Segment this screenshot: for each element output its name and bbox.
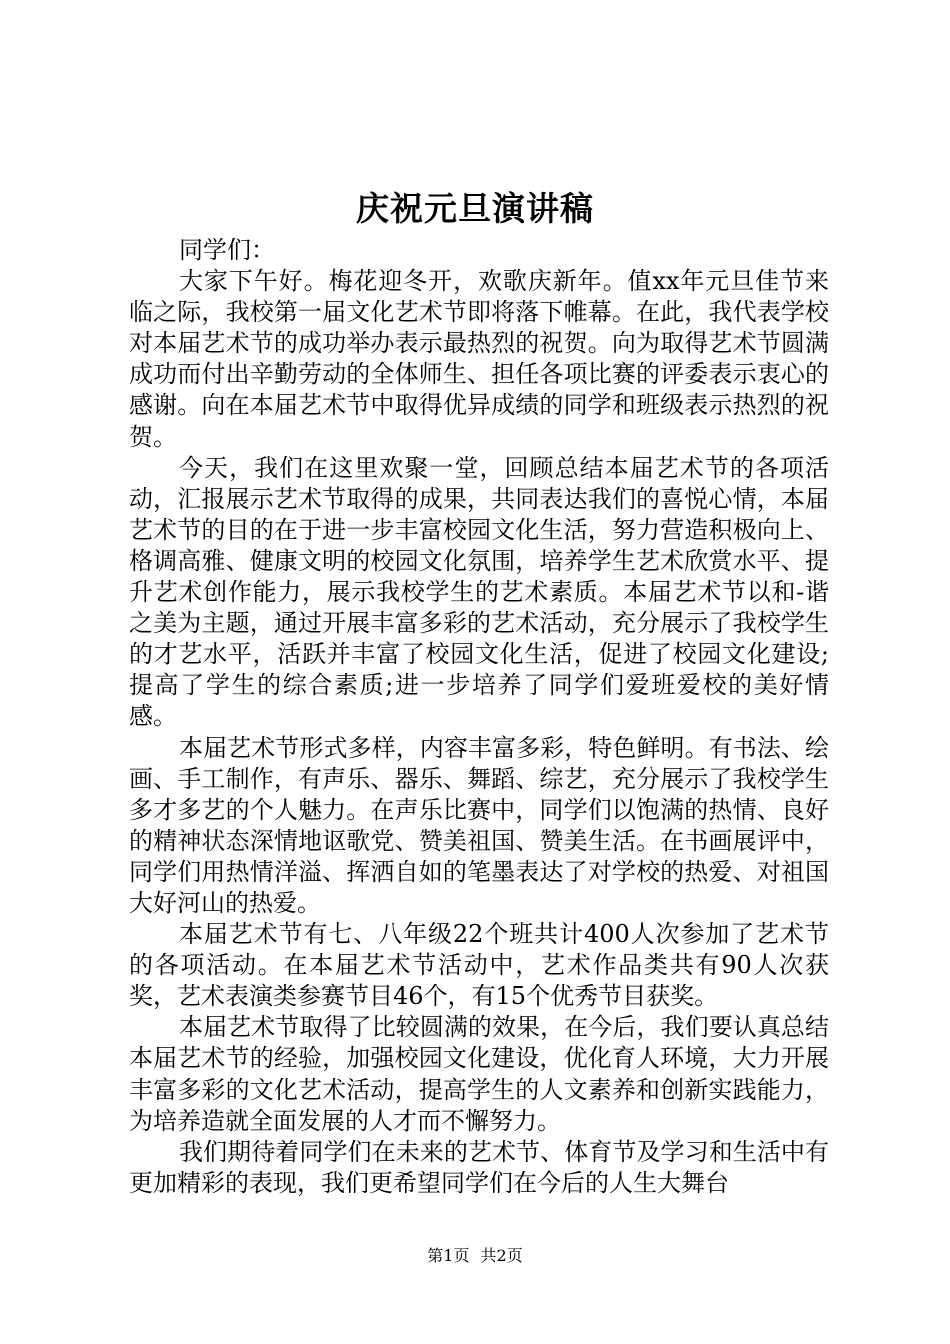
paragraph: 本届艺术节形式多样，内容丰富多彩，特色鲜明。有书法、绘画、手工制作，有声乐、器乐、舞蹈、综艺，充分展示了我校学生多才多艺的个人魅力。在声乐比赛中，同学们以饱满的热情、良好的精神状态深情地讴歌党、赞美祖国、赞美生活。在书画展评中，同学们用热情洋溢、挥洒自如的笔墨表达了对学校的热爱、对祖国大好河山的热爱。 [129, 733, 829, 917]
paragraph: 本届艺术节取得了比较圆满的效果，在今后，我们要认真总结本届艺术节的经验，加强校园文化建设，优化育人环境，大力开展丰富多彩的文化艺术活动，提高学生的人文素养和创新实践能力，为培养造就全面发展的人才而不懈努力。 [129, 1013, 829, 1135]
paragraph: 我们期待着同学们在未来的艺术节、体育节及学习和生活中有更加精彩的表现，我们更希望同学们在今后的人生大舞台 [129, 1137, 829, 1197]
paragraph: 大家下午好。梅花迎冬开，欢歌庆新年。值xx年元旦佳节来临之际，我校第一届文化艺术节即将落下帷幕。在此，我代表学校对本届艺术节的成功举办表示最热烈的祝贺。向为取得艺术节圆满成功而付出辛勤劳动的全体师生、担任各项比赛的评委表示衷心的感谢。向在本届艺术节中取得优异成绩的同学和班级表示热烈的祝贺。 [129, 267, 829, 451]
page-number: 第1页 [427, 1246, 470, 1265]
document-title: 庆祝元旦演讲稿 [356, 189, 594, 228]
paragraph: 今天，我们在这里欢聚一堂，回顾总结本届艺术节的各项活动，汇报展示艺术节取得的成果，共同表达我们的喜悦心情，本届艺术节的目的在于进一步丰富校园文化生活，努力营造积极向上、格调高雅、健康文明的校园文化氛围，培养学生艺术欣赏水平、提升艺术创作能力，展示我校学生的艺术素质。本届艺术节以和-谐之美为主题，通过开展丰富多彩的艺术活动，充分展示了我校学生的才艺水平，活跃并丰富了校园文化生活，促进了校园文化建设;提高了学生的综合素质;进一步培养了同学们爱班爱校的美好情感。 [129, 453, 829, 731]
salutation: 同学们： [179, 236, 275, 264]
page-count: 共2页 [480, 1246, 523, 1265]
paragraph: 本届艺术节有七、八年级22个班共计400人次参加了艺术节的各项活动。在本届艺术节活动中，艺术作品类共有90人次获奖，艺术表演类参赛节目46个，有15个优秀节目获奖。 [129, 920, 829, 1011]
page-footer [0, 1245, 950, 1267]
document-body [129, 235, 829, 1199]
